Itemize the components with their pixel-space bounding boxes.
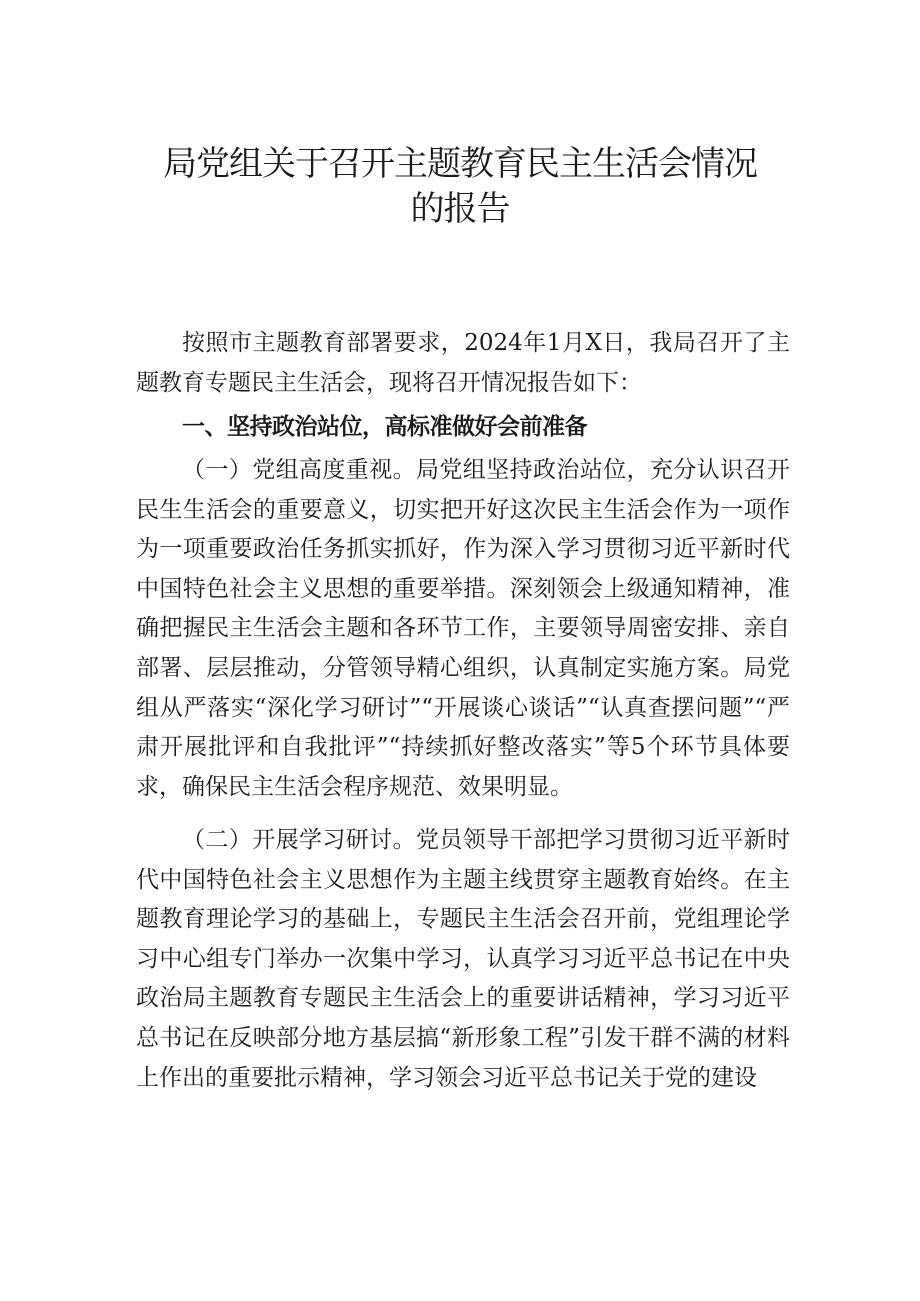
- paragraph-two: [136, 821, 790, 1098]
- paragraph-one: [136, 451, 790, 807]
- paragraph-one-text: （一）党组高度重视。局党组坚持政治站位，充分认识召开民生生活会的重要意义，切实把开好这次民主生活会作为一项作为一项重要政治任务抓实抓好，作为深入学习贯彻习近平新时代中国特色社会主义思想的重要举措。深刻领会上级通知精神，准确把握民主生活会主题和各环节工作，主要领导周密安排、亲自部署、层层推动，分管领导精心组织，认真制定实施方案。局党组从严落实“深化学习研讨”“开展谈心谈话”“认真查摆问题”“严肃开展批评和自我批评”“持续抓好整改落实”等5个环节具体要求，确保民主生活会程序规范、效果明显。: [136, 457, 790, 800]
- intro-text: 按照市主题教育部署要求，2024年1月X日，我局召开了主题教育专题民主生活会，现将召开情况报告如下：: [136, 330, 790, 396]
- intro-paragraph: [136, 324, 790, 403]
- section1-heading: 一、坚持政治站位，高标准做好会前准备: [182, 414, 587, 440]
- paragraph-two-text: （二）开展学习研讨。党员领导干部把学习贯彻习近平新时代中国特色社会主义思想作为主题主线贯穿主题教育始终。在主题教育理论学习的基础上，专题民主生活会召开前，党组理论学习中心组专门举办一次集中学习，认真学习习近平总书记在中央政治局主题教育专题民主生活会上的重要讲话精神，学习习近平总书记在反映部分地方基层搞“新形象工程”引发干群不满的材料上作出的重要批示精神，学习领会习近平总书记关于党的建设: [136, 827, 790, 1091]
- document-title-line1: 局党组关于召开主题教育民主生活会情况: [163, 144, 757, 184]
- document-title-line2: 的报告: [410, 189, 510, 229]
- section1-heading-block: [136, 408, 790, 448]
